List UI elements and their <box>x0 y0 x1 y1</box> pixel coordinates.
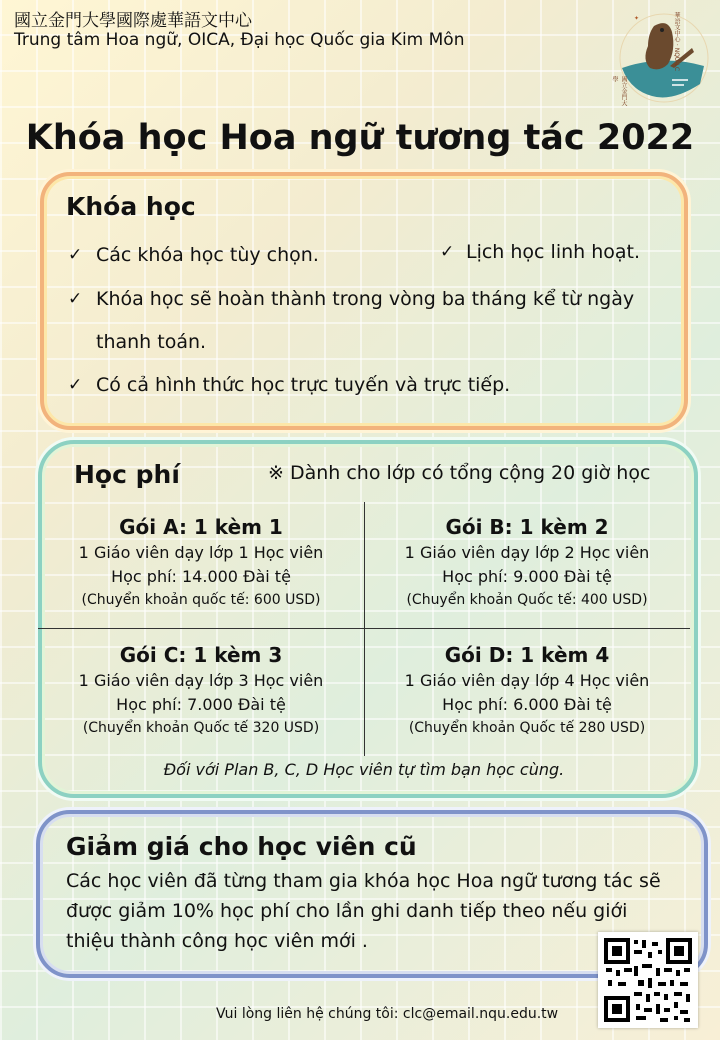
plan-name: Gói D: 1 kèm 4 <box>444 643 610 667</box>
plan-intl: (Chuyển khoản Quốc tế: 400 USD) <box>406 592 648 608</box>
plan-desc: 1 Giáo viên dạy lớp 2 Học viên <box>404 543 650 562</box>
discount-line-1: Các học viên đã từng tham gia khóa học Hoa ngữ tương tác sẽ <box>66 870 661 892</box>
course-item-3: Khóa học sẽ hoàn thành trong vòng ba tháng kể từ ngày <box>96 288 635 310</box>
check-icon: ✓ <box>68 245 83 265</box>
discount-heading: Giảm giá cho học viên cũ <box>66 832 417 861</box>
plan-c-card <box>38 643 364 739</box>
plan-fee: Học phí: 6.000 Đài tệ <box>442 695 612 714</box>
plan-d-card <box>364 643 690 739</box>
otter-logo-icon <box>612 6 712 106</box>
course-item-1: Các khóa học tùy chọn. <box>96 244 319 266</box>
fees-heading: Học phí <box>74 460 180 489</box>
plan-name: Gói C: 1 kèm 3 <box>119 643 283 667</box>
course-item-2: Lịch học linh hoạt. <box>466 241 641 263</box>
plan-desc: 1 Giáo viên dạy lớp 3 Học viên <box>78 671 324 690</box>
svg-text:✦: ✦ <box>634 15 640 22</box>
contact-email[interactable]: Vui lòng liên hệ chúng tôi: clc@email.nqu.edu.tw <box>216 1006 559 1022</box>
check-icon: ✓ <box>68 375 83 395</box>
discount-line-3: thiệu thành công học viên mới . <box>66 930 368 952</box>
fees-note: ※ Dành cho lớp có tổng cộng 20 giờ học <box>268 462 651 484</box>
page-title: Khóa học Hoa ngữ tương tác 2022 <box>25 118 695 158</box>
fees-section <box>38 440 698 798</box>
plan-a-card <box>38 515 364 611</box>
grid-divider-horizontal <box>38 628 690 629</box>
plan-fee: Học phí: 9.000 Đài tệ <box>442 567 612 586</box>
plan-name: Gói B: 1 kèm 2 <box>445 515 609 539</box>
course-item-4: Có cả hình thức học trực tuyến và trực tiếp. <box>96 374 511 396</box>
course-item-3-cont: thanh toán. <box>96 331 207 353</box>
plan-intl: (Chuyển khoản quốc tế: 600 USD) <box>81 592 321 608</box>
logo-text-top: 華語文中心 · NQU-LC <box>673 12 680 72</box>
plan-fee: Học phí: 7.000 Đài tệ <box>116 695 286 714</box>
org-name-vietnamese: Trung tâm Hoa ngữ, OICA, Đại học Quốc gia Kim Môn <box>14 30 465 50</box>
logo-text-bottom: 國立金門大學 <box>611 76 627 106</box>
check-icon: ✓ <box>68 289 83 309</box>
check-icon: ✓ <box>440 242 455 262</box>
plan-fee: Học phí: 14.000 Đài tệ <box>111 567 291 586</box>
qr-code-icon[interactable] <box>598 932 698 1028</box>
discount-line-2: được giảm 10% học phí cho lần ghi danh tiếp theo nếu giới <box>66 900 628 922</box>
fees-footnote: Đối với Plan B, C, D Học viên tự tìm bạn học cùng. <box>163 760 565 779</box>
plan-name: Gói A: 1 kèm 1 <box>119 515 283 539</box>
plan-desc: 1 Giáo viên dạy lớp 1 Học viên <box>78 543 324 562</box>
plan-desc: 1 Giáo viên dạy lớp 4 Học viên <box>404 671 650 690</box>
plan-b-card <box>364 515 690 611</box>
org-name-chinese: 國立金門大學國際處華語文中心 <box>14 11 252 31</box>
plan-intl: (Chuyển khoản Quốc tế 280 USD) <box>408 720 646 736</box>
course-heading: Khóa học <box>66 192 196 221</box>
plan-intl: (Chuyển khoản Quốc tế 320 USD) <box>82 720 320 736</box>
